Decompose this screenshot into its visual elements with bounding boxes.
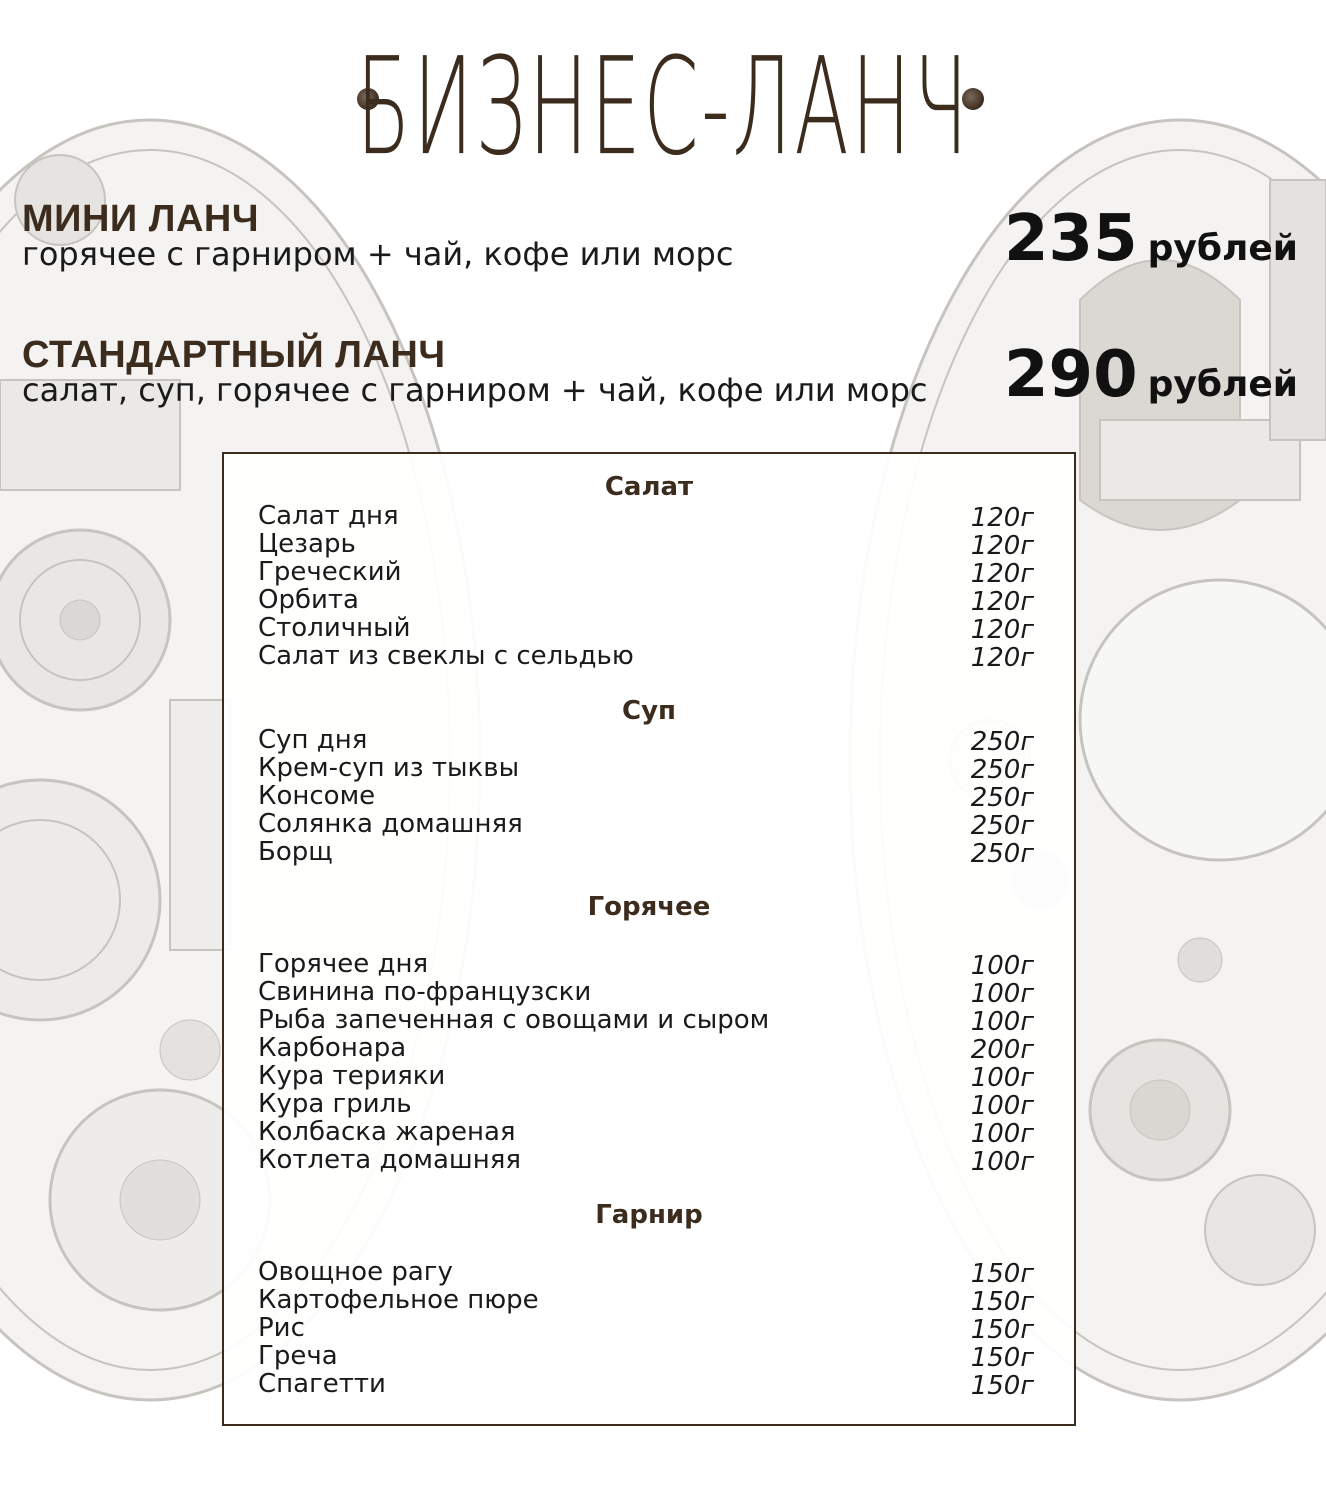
item-weight: 100г — [970, 951, 1034, 981]
menu-item — [258, 1313, 1034, 1345]
item-weight: 100г — [970, 1007, 1034, 1037]
item-name: Спагетти — [258, 1369, 386, 1399]
item-name: Колбаска жареная — [258, 1117, 516, 1147]
item-name: Крем-суп из тыквы — [258, 753, 520, 783]
item-name: Картофельное пюре — [258, 1285, 539, 1315]
offer-name: СТАНДАРТНЫЙ ЛАНЧ — [22, 334, 446, 376]
menu-item — [258, 501, 1034, 533]
menu-item — [258, 725, 1034, 757]
item-weight: 100г — [970, 1119, 1034, 1149]
item-name: Суп дня — [258, 725, 368, 755]
item-weight: 120г — [970, 503, 1034, 533]
item-name: Цезарь — [258, 529, 356, 559]
offer-standard — [22, 334, 1312, 412]
menu-item — [258, 977, 1034, 1009]
item-name: Столичный — [258, 613, 411, 643]
item-name: Солянка домашняя — [258, 809, 523, 839]
page-header — [0, 28, 1326, 188]
section-title-garnish: Гарнир — [595, 1200, 703, 1230]
menu-item — [258, 781, 1034, 813]
section-title-salad: Салат — [604, 472, 694, 502]
item-weight: 250г — [970, 839, 1034, 869]
item-weight: 100г — [970, 1091, 1034, 1121]
menu-item — [258, 585, 1034, 617]
item-weight: 150г — [970, 1287, 1034, 1317]
menu-item — [258, 1257, 1034, 1289]
offer-price — [1004, 338, 1298, 412]
item-name: Кура гриль — [258, 1089, 412, 1119]
item-weight: 250г — [970, 811, 1034, 841]
menu-item — [258, 1089, 1034, 1121]
menu-item — [258, 949, 1034, 981]
item-weight: 120г — [970, 531, 1034, 561]
item-weight: 120г — [970, 643, 1034, 673]
page-title: БИЗНЕС-ЛАНЧ — [355, 29, 971, 186]
item-weight: 250г — [970, 755, 1034, 785]
menu-item — [258, 529, 1034, 561]
item-weight: 200г — [970, 1035, 1034, 1065]
menu-item — [258, 809, 1034, 841]
item-weight: 150г — [970, 1371, 1034, 1401]
menu-item — [258, 837, 1034, 869]
price-value: 235 — [1004, 202, 1138, 276]
price-currency: рублей — [1147, 364, 1298, 405]
offer-name: МИНИ ЛАНЧ — [22, 198, 260, 240]
item-weight: 250г — [970, 727, 1034, 757]
item-name: Греча — [258, 1341, 338, 1371]
item-name: Борщ — [258, 837, 333, 867]
offer-price — [1004, 202, 1298, 276]
price-value: 290 — [1004, 338, 1138, 412]
item-name: Овощное рагу — [258, 1257, 453, 1287]
item-weight: 120г — [970, 559, 1034, 589]
item-weight: 100г — [970, 979, 1034, 1009]
item-weight: 100г — [970, 1147, 1034, 1177]
menu-item — [258, 1285, 1034, 1317]
menu-item — [258, 613, 1034, 645]
item-name: Рыба запеченная с овощами и сыром — [258, 1005, 770, 1035]
section-title-soup: Суп — [622, 696, 676, 726]
item-weight: 150г — [970, 1343, 1034, 1373]
item-name: Котлета домашняя — [258, 1145, 521, 1175]
menu-item — [258, 1005, 1034, 1037]
item-name: Орбита — [258, 585, 359, 615]
item-name: Горячее дня — [258, 949, 429, 979]
menu-item — [258, 1033, 1034, 1065]
menu-item — [258, 1117, 1034, 1149]
section-title-hot: Горячее — [587, 892, 711, 922]
item-weight: 120г — [970, 615, 1034, 645]
menu-item — [258, 1061, 1034, 1093]
item-weight: 120г — [970, 587, 1034, 617]
offer-description: горячее с гарниром + чай, кофе или морс — [22, 235, 734, 273]
menu-item — [258, 753, 1034, 785]
item-name: Карбонара — [258, 1033, 407, 1063]
item-name: Консоме — [258, 781, 376, 811]
item-name: Салат из свеклы с сельдью — [258, 641, 634, 671]
menu-item — [258, 557, 1034, 589]
item-name: Рис — [258, 1313, 305, 1343]
menu-item — [258, 1341, 1034, 1373]
menu-item — [258, 1369, 1034, 1401]
menu-item — [258, 1145, 1034, 1177]
item-weight: 150г — [970, 1315, 1034, 1345]
offer-description: салат, суп, горячее с гарниром + чай, кофе или морс — [22, 371, 928, 409]
item-weight: 250г — [970, 783, 1034, 813]
menu-item — [258, 641, 1034, 673]
item-name: Свинина по-французски — [258, 977, 592, 1007]
item-weight: 100г — [970, 1063, 1034, 1093]
item-weight: 150г — [970, 1259, 1034, 1289]
item-name: Греческий — [258, 557, 402, 587]
item-name: Кура терияки — [258, 1061, 446, 1091]
menu-box — [222, 452, 1076, 1426]
price-currency: рублей — [1147, 228, 1298, 269]
offer-mini — [22, 198, 1312, 276]
item-name: Салат дня — [258, 501, 399, 531]
